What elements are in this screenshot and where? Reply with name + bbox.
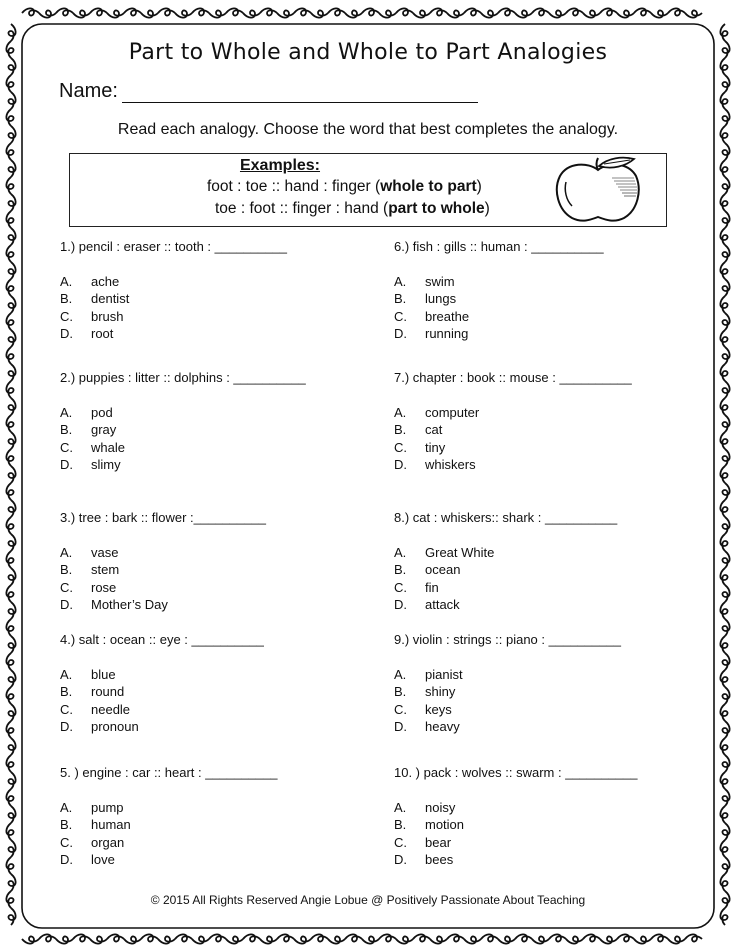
option-letter: C. — [60, 580, 73, 595]
option[interactable] — [394, 422, 442, 437]
option[interactable] — [60, 309, 124, 324]
question-stem: 10. ) pack : wolves :: swarm : __________ — [394, 765, 638, 780]
option[interactable] — [60, 545, 118, 560]
option-letter: C. — [394, 309, 407, 324]
option-text: shiny — [425, 684, 456, 699]
option[interactable] — [394, 405, 479, 420]
question-stem: 4.) salt : ocean :: eye : __________ — [60, 632, 264, 647]
option[interactable] — [60, 667, 116, 682]
question-stem: 8.) cat : whiskers:: shark : __________ — [394, 510, 618, 525]
option-text: organ — [91, 835, 125, 850]
option[interactable] — [60, 719, 139, 734]
example-2-type: part to whole — [388, 200, 485, 217]
option[interactable] — [60, 800, 124, 815]
example-1-type: whole to part — [380, 178, 477, 195]
option-text: tiny — [425, 440, 446, 455]
option-text: bear — [425, 835, 452, 850]
option[interactable] — [60, 580, 116, 595]
option[interactable] — [394, 835, 451, 850]
option-letter: A. — [60, 545, 73, 560]
option[interactable] — [60, 702, 130, 717]
option-text: gray — [91, 422, 117, 437]
question-stem: 2.) puppies : litter :: dolphins : __________ — [60, 370, 306, 385]
option-text: running — [425, 326, 469, 341]
option-text: vase — [91, 545, 119, 560]
option-letter: B. — [60, 422, 73, 437]
option[interactable] — [394, 545, 494, 560]
name-blank-line[interactable] — [122, 82, 478, 103]
question-9 — [394, 632, 621, 734]
example-line-1 — [207, 178, 482, 196]
question-7 — [394, 370, 632, 472]
option-text: dentist — [91, 291, 130, 306]
question-stem: 6.) fish : gills :: human : __________ — [394, 239, 604, 254]
option-letter: B. — [60, 562, 73, 577]
option-letter: A. — [394, 274, 407, 289]
option-text: human — [91, 817, 131, 832]
option-letter: A. — [60, 800, 73, 815]
option-letter: A. — [60, 405, 73, 420]
question-stem: 9.) violin : strings :: piano : __________ — [394, 632, 621, 647]
option[interactable] — [60, 835, 124, 850]
name-field — [59, 80, 478, 103]
option-letter: D. — [394, 597, 407, 612]
question-4 — [60, 632, 264, 734]
option-text: love — [91, 852, 115, 867]
option[interactable] — [60, 852, 115, 867]
option-text: ocean — [425, 562, 461, 577]
option[interactable] — [60, 684, 124, 699]
option[interactable] — [394, 440, 445, 455]
option-text: rose — [91, 580, 117, 595]
option-text: brush — [91, 309, 124, 324]
question-3 — [60, 510, 266, 612]
option-text: computer — [425, 405, 480, 420]
option-letter: D. — [394, 852, 407, 867]
option[interactable] — [60, 326, 113, 341]
option-text: Mother’s Day — [91, 597, 168, 612]
option-letter: D. — [60, 852, 73, 867]
option-text: whiskers — [425, 457, 476, 472]
option[interactable] — [394, 326, 468, 341]
option[interactable] — [60, 440, 125, 455]
question-1 — [60, 239, 287, 341]
option[interactable] — [60, 422, 116, 437]
example-2-text: toe : foot :: finger : hand ( — [215, 200, 389, 217]
option-letter: B. — [394, 291, 407, 306]
option-text: round — [91, 684, 125, 699]
option-text: whale — [91, 440, 125, 455]
option-text: root — [91, 326, 114, 341]
option-letter: B. — [60, 817, 73, 832]
option[interactable] — [394, 852, 453, 867]
question-10 — [394, 765, 638, 867]
option-text: attack — [425, 597, 460, 612]
option[interactable] — [60, 291, 129, 306]
option-letter: B. — [394, 817, 407, 832]
option-letter: C. — [60, 835, 73, 850]
option[interactable] — [394, 562, 460, 577]
option-text: lungs — [425, 291, 457, 306]
question-stem: 1.) pencil : eraser :: tooth : __________ — [60, 239, 287, 254]
option-letter: D. — [394, 457, 407, 472]
option-letter: C. — [394, 440, 407, 455]
option[interactable] — [60, 274, 119, 289]
option-text: ache — [91, 274, 120, 289]
option-text: bees — [425, 852, 454, 867]
option[interactable] — [394, 817, 464, 832]
example-2-end: ) — [484, 200, 490, 217]
example-1-text: foot : toe :: hand : finger ( — [207, 178, 381, 195]
option[interactable] — [394, 309, 469, 324]
option[interactable] — [394, 667, 463, 682]
question-stem: 5. ) engine : car :: heart : __________ — [60, 765, 278, 780]
option-text: breathe — [425, 309, 470, 324]
option-letter: C. — [394, 702, 407, 717]
option[interactable] — [60, 562, 119, 577]
option-text: pod — [91, 405, 113, 420]
option-text: pronoun — [91, 719, 139, 734]
option-letter: B. — [394, 562, 407, 577]
option-letter: A. — [394, 545, 407, 560]
option[interactable] — [394, 597, 460, 612]
examples-box — [69, 153, 667, 227]
option-letter: A. — [60, 274, 73, 289]
apple-icon — [552, 156, 644, 224]
copyright-footer: © 2015 All Rights Reserved Angie Lobue @ Positively Passionate About Teaching — [150, 893, 586, 907]
option-text: keys — [425, 702, 452, 717]
option-letter: A. — [60, 667, 73, 682]
option-letter: B. — [394, 684, 407, 699]
name-label: Name: — [59, 80, 118, 102]
option[interactable] — [394, 291, 456, 306]
option-text: Great White — [425, 545, 495, 560]
option-text: cat — [425, 422, 443, 437]
option[interactable] — [394, 274, 455, 289]
option-text: stem — [91, 562, 120, 577]
option-letter: D. — [394, 326, 407, 341]
option-letter: D. — [60, 597, 73, 612]
question-5 — [60, 765, 278, 867]
option-letter: C. — [394, 580, 407, 595]
option-text: motion — [425, 817, 465, 832]
option-letter: B. — [60, 291, 73, 306]
option-letter: A. — [394, 405, 407, 420]
option-letter: B. — [394, 422, 407, 437]
option-letter: D. — [60, 457, 73, 472]
example-line-2 — [215, 200, 490, 218]
option-letter: A. — [394, 800, 407, 815]
option-text: swim — [425, 274, 455, 289]
option-letter: B. — [60, 684, 73, 699]
option[interactable] — [60, 597, 168, 612]
option[interactable] — [394, 719, 460, 734]
option-letter: D. — [60, 326, 73, 341]
instructions: Read each analogy. Choose the word that best completes the analogy. — [117, 121, 619, 138]
question-stem: 7.) chapter : book :: mouse : __________ — [394, 370, 632, 385]
question-8 — [394, 510, 618, 612]
option[interactable] — [394, 457, 476, 472]
option-text: needle — [91, 702, 131, 717]
option-text: slimy — [91, 457, 121, 472]
option[interactable] — [394, 702, 452, 717]
option[interactable] — [60, 405, 113, 420]
option-text: pump — [91, 800, 124, 815]
option-text: noisy — [425, 800, 456, 815]
option-letter: C. — [60, 702, 73, 717]
worksheet-title: Part to Whole and Whole to Part Analogies — [128, 40, 608, 65]
option[interactable] — [394, 800, 455, 815]
option-text: fin — [425, 580, 439, 595]
example-1-end: ) — [476, 178, 482, 195]
option-text: blue — [91, 667, 116, 682]
option-text: heavy — [425, 719, 460, 734]
option-letter: D. — [394, 719, 407, 734]
option-letter: C. — [60, 309, 73, 324]
option-text: pianist — [425, 667, 463, 682]
option[interactable] — [394, 684, 455, 699]
option[interactable] — [60, 817, 131, 832]
option-letter: D. — [60, 719, 73, 734]
examples-heading: Examples: — [239, 157, 321, 174]
option[interactable] — [394, 580, 439, 595]
question-2 — [60, 370, 306, 472]
option[interactable] — [60, 457, 121, 472]
option-letter: A. — [394, 667, 407, 682]
option-letter: C. — [394, 835, 407, 850]
question-stem: 3.) tree : bark :: flower :__________ — [60, 510, 266, 525]
option-letter: C. — [60, 440, 73, 455]
question-6 — [394, 239, 604, 341]
